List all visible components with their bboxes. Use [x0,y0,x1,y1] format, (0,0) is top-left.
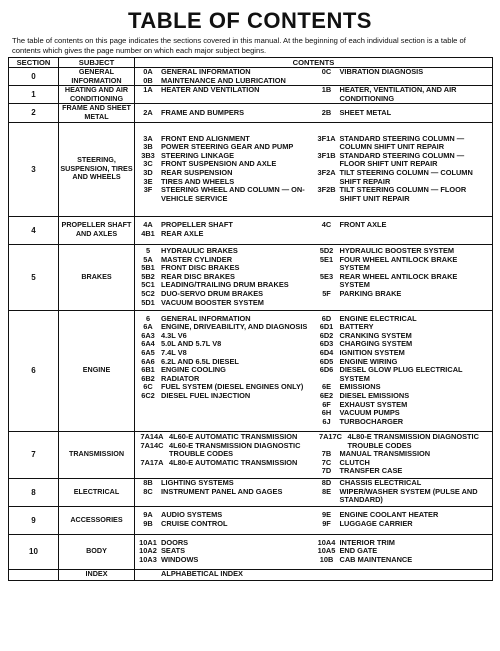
contents-entry[interactable] [135,570,492,579]
entry-code: 3B [143,142,153,152]
table-row [9,216,493,244]
contents-column-right [314,539,493,565]
contents-entry[interactable] [314,273,493,290]
entry-title: DIESEL EMISSIONS [339,391,410,401]
entry-code: 6C [143,382,153,392]
entry-title: MAINTENANCE AND LUBRICATION [161,75,286,85]
contents-column-right [314,511,493,528]
section-number: 0 [9,68,59,86]
entry-title: PARKING BRAKE [339,288,402,298]
section-contents [135,122,493,216]
entry-title: VACUUM BOOSTER SYSTEM [161,297,264,307]
entry-title: HYDRAULIC BRAKES [161,245,238,255]
entry-title: FRONT AXLE [339,220,387,230]
contents-columns [135,315,492,427]
entry-code: 5E3 [319,271,334,281]
entry-code: 3F2A [317,168,336,178]
entry-title: 4L60-E AUTOMATIC TRANSMISSION [169,432,298,442]
entry-title: TURBOCHARGER [339,416,404,426]
entry-title: FRONT SUSPENSION AND AXLE [161,159,277,169]
contents-column-right [314,135,493,204]
section-number: 7 [9,431,59,478]
entry-code: 5E1 [319,254,334,264]
entry-title: CHASSIS ELECTRICAL [339,478,422,488]
contents-column-left [135,247,314,307]
entry-title: ENGINE ELECTRICAL [339,313,417,323]
contents-entry[interactable] [314,221,493,230]
section-contents [135,68,493,86]
section-number: 4 [9,216,59,244]
section-contents [135,534,493,569]
entry-code: 6D4 [319,348,334,358]
contents-columns [135,539,492,565]
entry-title: INTERIOR TRIM [339,537,395,547]
contents-entry[interactable] [135,556,314,565]
contents-entry[interactable] [314,86,493,103]
entry-code: 7B [321,449,332,459]
entry-code: 2A [143,107,153,117]
section-number: 1 [9,86,59,104]
contents-columns [135,135,492,204]
contents-entry[interactable] [135,186,314,203]
contents-entry[interactable] [314,169,493,186]
entry-code: 3B3 [141,150,155,160]
entry-title: MANUAL TRANSMISSION [339,449,431,459]
section-number: 2 [9,104,59,122]
entry-code: 10A1 [139,537,157,547]
entry-title: SHEET METAL [339,107,392,117]
section-subject: INDEX [59,569,135,580]
entry-title: FOUR WHEEL ANTILOCK BRAKE SYSTEM [339,254,458,273]
table-row [9,534,493,569]
entry-title: ENGINE COOLING [161,365,226,375]
entry-title: 7.4L V8 [161,348,187,358]
section-contents [135,244,493,310]
entry-title: CHARGING SYSTEM [339,339,413,349]
contents-columns [135,247,492,307]
entry-code: 10B [319,554,334,564]
section-contents [135,478,493,506]
section-subject: HEATING AND AIR CONDITIONING [59,86,135,104]
entry-title: DIESEL GLOW PLUG ELECTRICAL SYSTEM [339,365,463,383]
entry-code: 6E2 [319,391,334,401]
entry-title: GENERAL INFORMATION [161,67,251,76]
entry-title: CLUTCH [339,457,370,467]
contents-entry[interactable] [135,520,314,529]
section-subject: ENGINE [59,310,135,431]
contents-column-left [135,479,314,505]
entry-title: ENGINE COOLANT HEATER [339,510,439,520]
entry-title: 6.2L AND 6.5L DIESEL [161,356,239,366]
section-number: 8 [9,478,59,506]
entry-title: END GATE [339,546,378,556]
entry-code: 10A2 [139,546,157,556]
entry-title: FUEL SYSTEM (DIESEL ENGINES ONLY) [161,382,304,392]
entry-code: 3C [143,159,153,169]
table-row [9,244,493,310]
entry-code: 7D [321,466,332,476]
contents-entry[interactable] [314,488,493,505]
entry-code: 7A14A [140,432,164,442]
entry-code: 9F [322,519,331,529]
entry-title: LUGGAGE CARRIER [339,519,413,529]
section-number: 9 [9,506,59,534]
entry-title: HEATER, VENTILATION, AND AIR CONDITIONING [339,85,457,103]
entry-code: 6E [321,382,332,392]
entry-code: 6A5 [141,348,155,358]
entry-code: 9B [143,519,153,529]
entry-title: RADIATOR [161,373,200,383]
entry-title: REAR SUSPENSION [161,168,233,178]
section-contents [135,86,493,104]
contents-columns [135,511,492,528]
entry-code: 7A17C [318,432,342,442]
entry-code: 4B1 [141,229,155,239]
section-contents [135,431,493,478]
entry-code: 6 [145,313,151,323]
section-contents [135,506,493,534]
entry-title: INSTRUMENT PANEL AND GAGES [161,486,283,496]
entry-title: STEERING WHEEL AND COLUMN — ON-VEHICLE SERVICE [161,185,305,203]
header-section: SECTION [9,58,59,68]
table-row [9,431,493,478]
contents-column-right [314,68,493,85]
contents-entry[interactable] [314,467,493,476]
entry-title: PROPELLER SHAFT [161,220,233,230]
entry-code: 5B2 [141,271,155,281]
entry-title: VACUUM PUMPS [339,408,400,418]
entry-code: 3D [143,168,153,178]
entry-title: CAB MAINTENANCE [339,554,413,564]
entry-code: 3F2B [317,185,336,195]
entry-title: IGNITION SYSTEM [339,348,405,358]
contents-entry[interactable] [135,299,314,308]
contents-columns [135,433,492,476]
entry-code: 6D6 [319,365,334,375]
entry-code: 3F [143,185,153,195]
entry-code: 6H [321,408,332,418]
entry-code: 5B1 [141,263,155,273]
contents-column-right [314,433,493,476]
page-title: TABLE OF CONTENTS [128,8,372,33]
entry-code: 1B [321,85,332,95]
entry-code: 10A5 [317,546,336,556]
entry-title: ENGINE WIRING [339,356,398,366]
contents-columns [135,109,492,118]
entry-code: 8D [321,478,332,488]
contents-entry[interactable] [314,152,493,169]
entry-title: EXHAUST SYSTEM [339,399,408,409]
contents-entry[interactable] [135,442,314,459]
entry-code: 6D [321,313,332,323]
section-number: 10 [9,534,59,569]
contents-entry[interactable] [135,109,314,118]
section-subject: BODY [59,534,135,569]
section-subject: STEERING, SUSPENSION, TIRES AND WHEELS [59,122,135,216]
entry-code: 6F [322,399,331,409]
contents-entry[interactable] [314,68,493,77]
entry-title: WINDOWS [161,554,199,564]
contents-column-left [135,135,314,204]
contents-column-right [314,86,493,103]
entry-code: 6J [322,416,331,426]
section-subject: TRANSMISSION [59,431,135,478]
section-number-empty [9,569,59,580]
entry-code: 6D5 [319,356,334,366]
entry-code: 7A17A [140,457,164,467]
entry-code: 5D2 [319,245,334,255]
entry-title: LIGHTING SYSTEMS [161,478,234,488]
entry-title: FRAME AND BUMPERS [161,107,245,117]
contents-entry[interactable] [314,290,493,299]
contents-entry[interactable] [314,556,493,565]
entry-title: ALPHABETICAL INDEX [161,569,243,579]
header-contents: CONTENTS [135,58,493,68]
entry-title: STEERING LINKAGE [161,150,235,160]
table-row [9,68,493,86]
entry-title: 4L80-E AUTOMATIC TRANSMISSION [169,457,298,467]
contents-entry[interactable] [314,418,493,427]
table-row [9,478,493,506]
entry-code: 4C [321,220,332,230]
entry-code: 10A4 [317,537,336,547]
entry-code: 5C1 [141,280,155,290]
contents-entry[interactable] [314,109,493,118]
entry-title: 5.0L AND 5.7L V8 [161,339,222,349]
section-contents [135,310,493,431]
contents-entry[interactable] [314,433,493,450]
section-contents [135,216,493,244]
entry-title: POWER STEERING GEAR AND PUMP [161,142,294,152]
entry-code: 7A14C [140,440,164,450]
entry-code: 6A4 [141,339,155,349]
entry-title: 4.3L V6 [161,330,187,340]
contents-column-right [314,315,493,427]
entry-code: 6C2 [141,391,155,401]
entry-title: AUDIO SYSTEMS [161,510,223,520]
entry-title: STANDARD STEERING COLUMN — COLUMN SHIFT UNIT REPAIR [339,133,465,152]
table-row [9,506,493,534]
entry-title: ENGINE, DRIVEABILITY, AND DIAGNOSIS [161,322,308,332]
entry-title: CRANKING SYSTEM [339,330,412,340]
table-row-index [9,569,493,580]
entry-title: GENERAL INFORMATION [161,313,251,323]
section-subject: GENERAL INFORMATION [59,68,135,86]
entry-title: REAR WHEEL ANTILOCK BRAKE SYSTEM [339,271,458,290]
entry-title: TILT STEERING COLUMN — FLOOR SHIFT UNIT REPAIR [339,185,467,203]
intro-text: The table of contents on this page indicates the sections covered in this manual. At the beginning of each individual section is a table of contents which gives the page number on which each major subject begins. [12,36,466,55]
entry-title: DUO-SERVO DRUM BRAKES [161,288,264,298]
contents-entry[interactable] [314,366,493,383]
contents-columns [135,68,492,85]
entry-code: 8E [321,486,332,496]
table-row [9,122,493,216]
entry-title: 4L60-E TRANSMISSION DIAGNOSTIC TROUBLE CODES [169,440,301,459]
entry-title: MASTER CYLINDER [161,254,233,264]
section-contents [135,104,493,122]
entry-code: 0B [143,75,153,85]
contents-column-left [135,315,314,427]
entry-title: HYDRAULIC BOOSTER SYSTEM [339,245,455,255]
section-number: 3 [9,122,59,216]
contents-column-left [135,433,314,476]
entry-code: 4A [143,220,153,230]
entry-code: 5F [322,288,331,298]
contents-column-left [135,109,314,118]
entry-title: SEATS [161,546,186,556]
contents-entry[interactable] [314,135,493,152]
entry-title: BATTERY [339,322,374,332]
entry-title: TRANSFER CASE [339,466,403,476]
entry-title: REAR AXLE [161,229,204,239]
entry-code: 6D1 [319,322,334,332]
contents-column-left [135,539,314,565]
contents-entry[interactable] [135,392,314,401]
entry-code: 6B2 [141,373,155,383]
contents-column-left [135,86,314,103]
contents-column-left [135,221,314,238]
contents-column-right [314,247,493,307]
entry-title: FRONT END ALIGNMENT [161,133,250,143]
entry-title: DOORS [161,537,189,547]
entry-code: 3F1A [317,133,336,143]
table-header-row [9,58,493,68]
contents-column-right [314,109,493,118]
section-number: 5 [9,244,59,310]
entry-code: 5 [145,245,151,255]
entry-title: TILT STEERING COLUMN — COLUMN SHIFT REPAIR [339,168,473,186]
entry-code: 1A [143,85,153,95]
contents-entry[interactable] [135,459,314,468]
entry-code: 10A3 [139,554,157,564]
entry-title: FRONT DISC BRAKES [161,263,240,273]
entry-code: 7C [321,457,332,467]
entry-code: 6A6 [141,356,155,366]
contents-columns [135,221,492,238]
entry-code: 6B1 [141,365,155,375]
entry-code: 5C2 [141,288,155,298]
entry-code [135,570,161,579]
entry-code: 5A [143,254,153,264]
entry-title: CRUISE CONTROL [161,519,228,529]
contents-column-right [314,221,493,238]
section-subject: ELECTRICAL [59,478,135,506]
entry-code: 5D1 [141,297,155,307]
entry-code: 6A3 [141,330,155,340]
entry-code: 3A [143,133,153,143]
contents-column-left [135,511,314,528]
entry-title: STANDARD STEERING COLUMN — FLOOR SHIFT UNIT REPAIR [339,150,465,169]
table-row [9,104,493,122]
section-number: 6 [9,310,59,431]
contents-table [8,57,493,581]
entry-title: WIPER/WASHER SYSTEM (PULSE AND STANDARD) [339,486,478,505]
section-contents [135,569,493,580]
entry-title: TIRES AND WHEELS [161,176,235,186]
contents-entry[interactable] [135,77,314,86]
entry-code: 2B [321,107,332,117]
entry-code: 0A [143,67,153,76]
entry-title: LEADING/TRAILING DRUM BRAKES [161,280,289,290]
entry-code: 8C [143,486,153,496]
contents-entry[interactable] [314,186,493,203]
entry-code: 3F1B [317,150,336,160]
section-subject: BRAKES [59,244,135,310]
entry-title: 4L80-E TRANSMISSION DIAGNOSTIC TROUBLE CODES [347,432,479,450]
entry-code: 6D2 [319,330,334,340]
header-subject: SUBJECT [59,58,135,68]
entry-title: EMISSIONS [339,382,381,392]
entry-code: 9A [143,510,153,520]
entry-code: 6D3 [319,339,334,349]
entry-code: 6A [143,322,153,332]
contents-entry[interactable] [135,230,314,239]
contents-entry[interactable] [135,86,314,95]
entry-code: 3E [143,176,153,186]
table-row [9,86,493,104]
contents-column-right [314,479,493,505]
contents-entry[interactable] [314,520,493,529]
section-subject: PROPELLER SHAFT AND AXLES [59,216,135,244]
entry-title: HEATER AND VENTILATION [161,85,260,95]
entry-title: DIESEL FUEL INJECTION [161,391,251,401]
contents-columns [135,86,492,103]
entry-title: REAR DISC BRAKES [161,271,235,281]
section-subject: ACCESSORIES [59,506,135,534]
table-row [9,310,493,431]
entry-code: 8B [143,478,153,488]
contents-entry[interactable] [314,256,493,273]
contents-entry[interactable] [135,488,314,497]
contents-column-left [135,68,314,85]
entry-code: 9E [321,510,332,520]
section-subject: FRAME AND SHEET METAL [59,104,135,122]
entry-code: 0C [321,67,332,76]
contents-columns [135,479,492,505]
entry-title: VIBRATION DIAGNOSIS [339,67,424,76]
